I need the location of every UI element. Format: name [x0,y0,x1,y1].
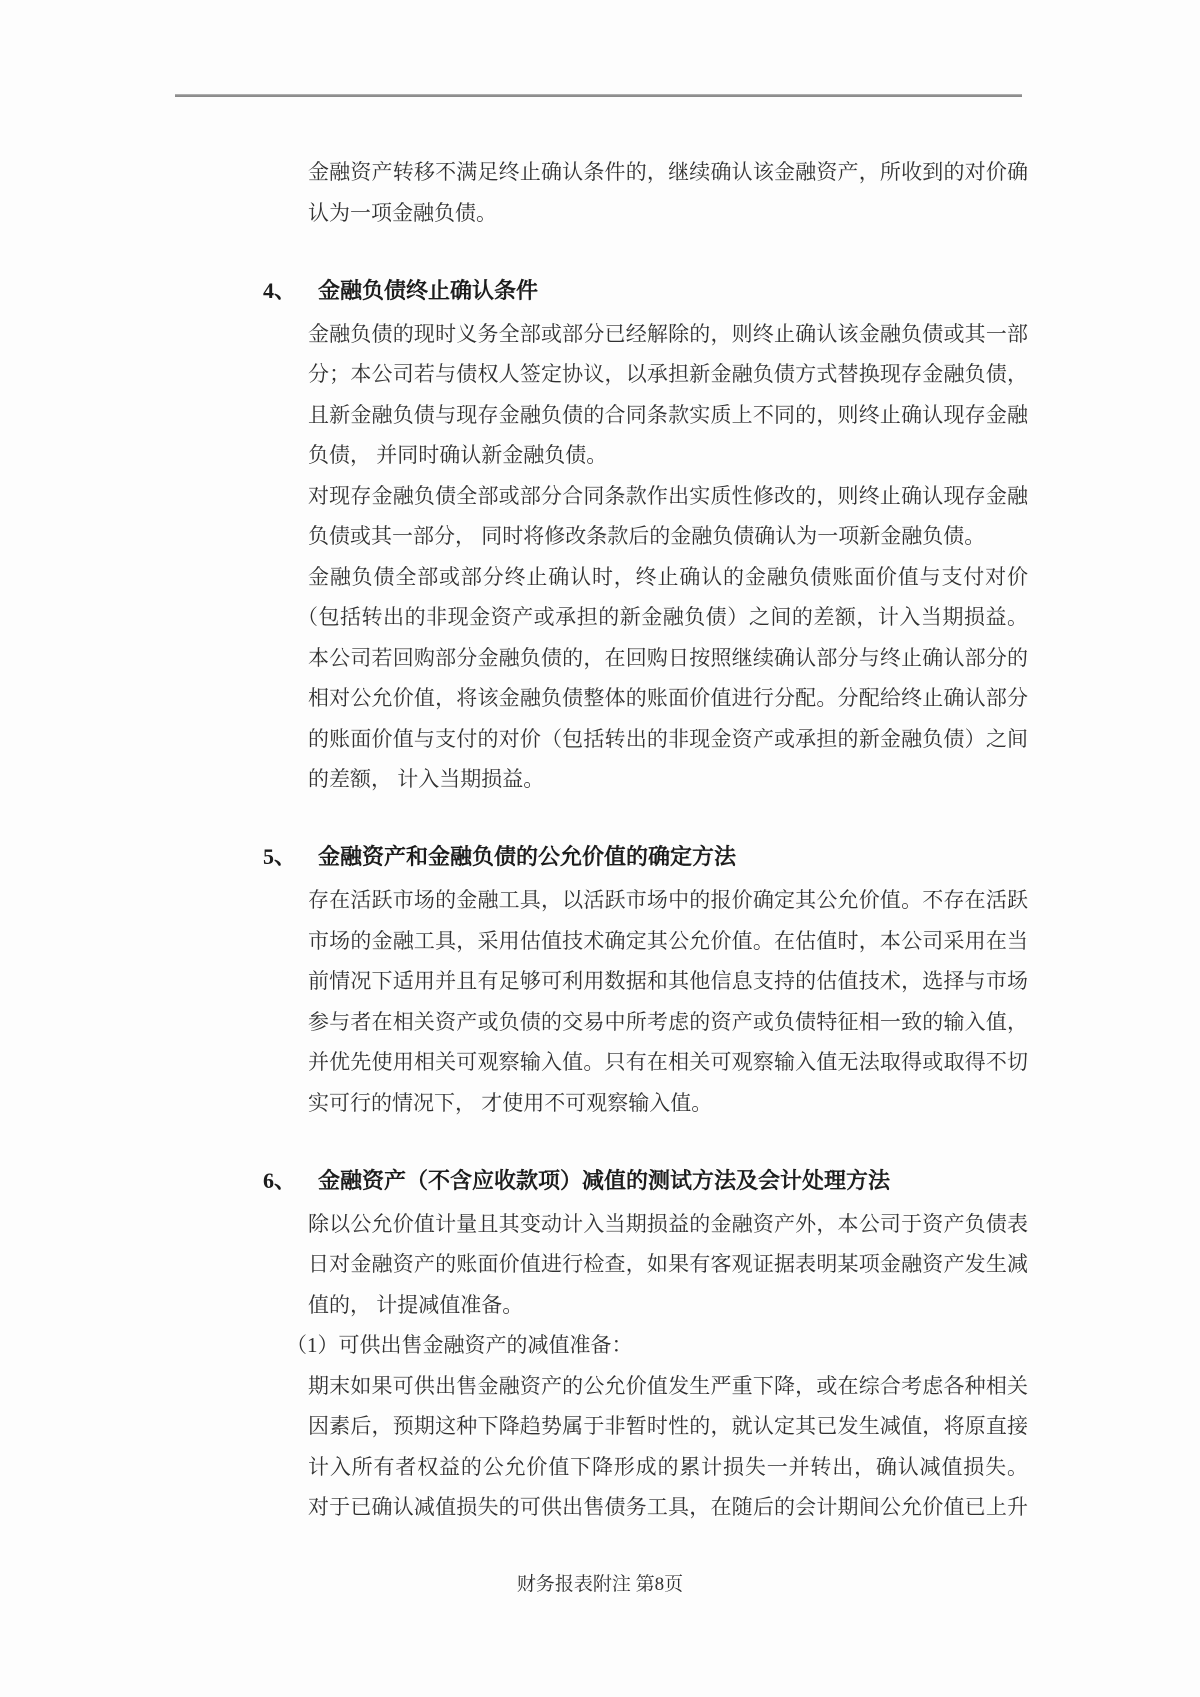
body-line: 计入所有者权益的公允价值下降形成的累计损失一并转出，确认减值损失。 [308,1454,1028,1479]
body-line: （包括转出的非现金资产或承担的新金融负债）之间的差额，计入当期损益。 [297,605,1028,629]
section-title: 金融负债终止确认条件 [318,277,539,303]
body-line: 对现存金融负债全部或部分合同条款作出实质性修改的，则终止确认现存金融 [308,483,1028,508]
section-number: 6、 [263,1167,297,1193]
page-footer: 财务报表附注 第8页 [516,1574,684,1595]
body-line: 参与者在相关资产或负债的交易中所考虑的资产或负债特征相一致的输入值， [308,1009,1028,1034]
section-title: 金融资产（不含应收款项）减值的测试方法及会计处理方法 [318,1167,891,1193]
body-line: （1）可供出售金融资产的减值准备： [286,1333,633,1357]
body-line: 期末如果可供出售金融资产的公允价值发生严重下降，或在综合考虑各种相关 [308,1373,1028,1398]
section-title: 金融资产和金融负债的公允价值的确定方法 [318,844,737,869]
body-line: 相对公允价值，将该金融负债整体的账面价值进行分配。分配给终止确认部分 [308,686,1028,710]
body-line: 日对金融资产的账面价值进行检查，如果有客观证据表明某项金融资产发生减 [308,1252,1028,1276]
section-heading [263,842,736,872]
body-line: 金融负债全部或部分终止确认时，终止确认的金融负债账面价值与支付对价 [308,564,1028,589]
body-line: 的差额， 计入当期损益。 [308,767,545,791]
body-line: 对于已确认减值损失的可供出售债务工具，在随后的会计期间公允价值已上升 [308,1495,1028,1519]
section-heading [263,1166,890,1196]
body-line: 因素后，预期这种下降趋势属于非暂时性的，就认定其已发生减值，将原直接 [308,1414,1028,1438]
section-heading [263,276,538,306]
section-number: 5、 [263,844,297,869]
body-line: 并优先使用相关可观察输入值。只有在相关可观察输入值无法取得或取得不切 [308,1050,1028,1074]
section-number: 4、 [263,277,297,303]
body-line: 认为一项金融负债。 [308,200,497,225]
body-line: 分；本公司若与债权人签定协议，以承担新金融负债方式替换现存金融负债， [308,362,1028,386]
body-line: 金融资产转移不满足终止确认条件的，继续确认该金融资产，所收到的对价确 [308,160,1028,184]
body-line: 且新金融负债与现存金融负债的合同条款实质上不同的，则终止确认现存金融 [308,402,1028,427]
body-line: 本公司若回购部分金融负债的，在回购日按照继续确认部分与终止确认部分的 [308,645,1028,670]
header-rule [175,94,1022,97]
body-line: 前情况下适用并且有足够可利用数据和其他信息支持的估值技术，选择与市场 [308,969,1028,993]
body-line: 金融负债的现时义务全部或部分已经解除的，则终止确认该金融负债或其一部 [308,321,1028,346]
body-line: 市场的金融工具，采用估值技术确定其公允价值。在估值时，本公司采用在当 [308,928,1028,953]
body-line: 实可行的情况下， 才使用不可观察输入值。 [308,1090,713,1115]
body-line: 值的， 计提减值准备。 [308,1292,524,1317]
body-line: 负债， 并同时确认新金融负债。 [308,443,608,467]
body-line: 负债或其一部分， 同时将修改条款后的金融负债确认为一项新金融负债。 [308,524,986,548]
body-line: 存在活跃市场的金融工具，以活跃市场中的报价确定其公允价值。不存在活跃 [308,888,1028,912]
body-line: 除以公允价值计量且其变动计入当期损益的金融资产外，本公司于资产负债表 [308,1211,1028,1236]
body-line: 的账面价值与支付的对价（包括转出的非现金资产或承担的新金融负债）之间 [308,726,1028,751]
